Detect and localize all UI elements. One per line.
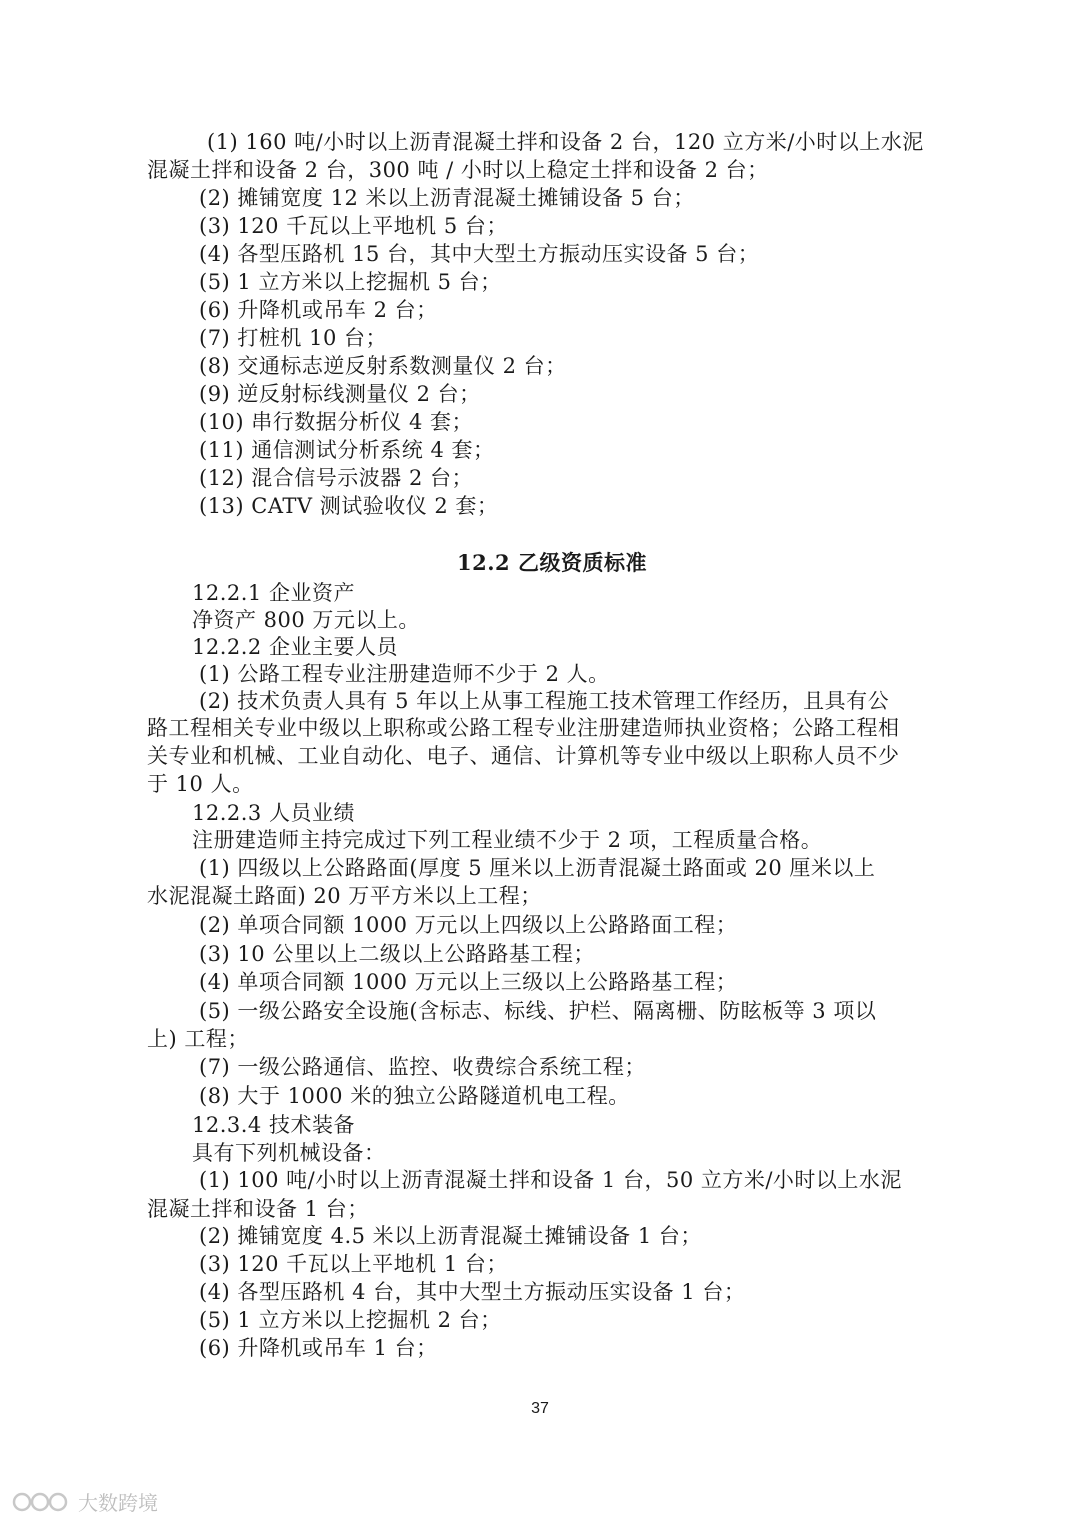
text-line: (4) 单项合同额 1000 万元以上三级以上公路路基工程； bbox=[199, 970, 738, 994]
text-line: (2) 摊铺宽度 12 米以上沥青混凝土摊铺设备 5 台； bbox=[199, 186, 695, 210]
watermark-logo-icon bbox=[12, 1489, 72, 1515]
text-line: (2) 摊铺宽度 4.5 米以上沥青混凝土摊铺设备 1 台； bbox=[199, 1224, 702, 1248]
text-line: (3) 120 千瓦以上平地机 1 台； bbox=[199, 1252, 508, 1276]
text-line: (8) 大于 1000 米的独立公路隧道机电工程。 bbox=[199, 1084, 630, 1108]
text-line: (9) 逆反射标线测量仪 2 台； bbox=[199, 382, 481, 406]
section-heading: 12.2 乙级资质标准 bbox=[457, 550, 647, 575]
text-line: 具有下列机械设备： bbox=[192, 1141, 386, 1165]
text-line: 混凝土拌和设备 2 台，300 吨 / 小时以上稳定土拌和设备 2 台； bbox=[147, 158, 769, 182]
watermark-text: 大数跨境 bbox=[78, 1491, 158, 1515]
text-line: (5) 1 立方米以上挖掘机 5 台； bbox=[199, 270, 502, 294]
text-line: (2) 技术负责人具有 5 年以上从事工程施工技术管理工作经历，且具有公 bbox=[199, 689, 890, 713]
text-line: (10) 串行数据分析仪 4 套； bbox=[199, 410, 473, 434]
text-line: 于 10 人。 bbox=[147, 772, 254, 796]
text-line: (3) 120 千瓦以上平地机 5 台； bbox=[199, 214, 508, 238]
text-line: (5) 1 立方米以上挖掘机 2 台； bbox=[199, 1308, 502, 1332]
text-line: (3) 10 公里以上二级以上公路路基工程； bbox=[199, 942, 595, 966]
text-line: (11) 通信测试分析系统 4 套； bbox=[199, 438, 495, 462]
text-line: (7) 打桩机 10 台； bbox=[199, 326, 387, 350]
text-line: 路工程相关专业中级以上职称或公路工程专业注册建造师执业资格；公路工程相 bbox=[147, 716, 900, 740]
text-line: 12.2.2 企业主要人员 bbox=[192, 635, 398, 659]
text-line: 水泥混凝土路面) 20 万平方米以上工程； bbox=[147, 884, 542, 908]
text-line: (4) 各型压路机 4 台，其中大型土方振动压实设备 1 台； bbox=[199, 1280, 746, 1304]
text-line: (2) 单项合同额 1000 万元以上四级以上公路路面工程； bbox=[199, 913, 738, 937]
text-line: (1) 公路工程专业注册建造师不少于 2 人。 bbox=[199, 662, 610, 686]
text-line: (4) 各型压路机 15 台，其中大型土方振动压实设备 5 台； bbox=[199, 242, 760, 266]
text-line: (1) 160 吨/小时以上沥青混凝土拌和设备 2 台，120 立方米/小时以上水泥 bbox=[207, 130, 924, 154]
text-line: (8) 交通标志逆反射系数测量仪 2 台； bbox=[199, 354, 567, 378]
text-line: (7) 一级公路通信、监控、收费综合系统工程； bbox=[199, 1055, 646, 1079]
text-line: (1) 四级以上公路路面(厚度 5 厘米以上沥青混凝土路面或 20 厘米以上 bbox=[199, 856, 876, 880]
text-line: 关专业和机械、工业自动化、电子、通信、计算机等专业中级以上职称人员不少 bbox=[147, 744, 900, 768]
text-line: 上) 工程； bbox=[147, 1027, 249, 1051]
text-line: (5) 一级公路安全设施(含标志、标线、护栏、隔离栅、防眩板等 3 项以 bbox=[199, 999, 877, 1023]
text-line: (1) 100 吨/小时以上沥青混凝土拌和设备 1 台，50 立方米/小时以上水泥 bbox=[199, 1168, 902, 1192]
page-number: 37 bbox=[531, 1400, 549, 1417]
text-line: (12) 混合信号示波器 2 台； bbox=[199, 466, 473, 490]
text-line: (6) 升降机或吊车 1 台； bbox=[199, 1336, 438, 1360]
text-line: 净资产 800 万元以上。 bbox=[192, 608, 420, 632]
watermark bbox=[12, 1487, 158, 1516]
text-line: (13) CATV 测试验收仪 2 套； bbox=[199, 494, 499, 518]
text-line: 混凝土拌和设备 1 台； bbox=[147, 1197, 369, 1221]
text-line: 注册建造师主持完成过下列工程业绩不少于 2 项，工程质量合格。 bbox=[192, 828, 823, 852]
text-line: (6) 升降机或吊车 2 台； bbox=[199, 298, 438, 322]
text-line: 12.3.4 技术装备 bbox=[192, 1113, 355, 1137]
text-line: 12.2.1 企业资产 bbox=[192, 581, 355, 605]
text-line: 12.2.3 人员业绩 bbox=[192, 801, 355, 825]
